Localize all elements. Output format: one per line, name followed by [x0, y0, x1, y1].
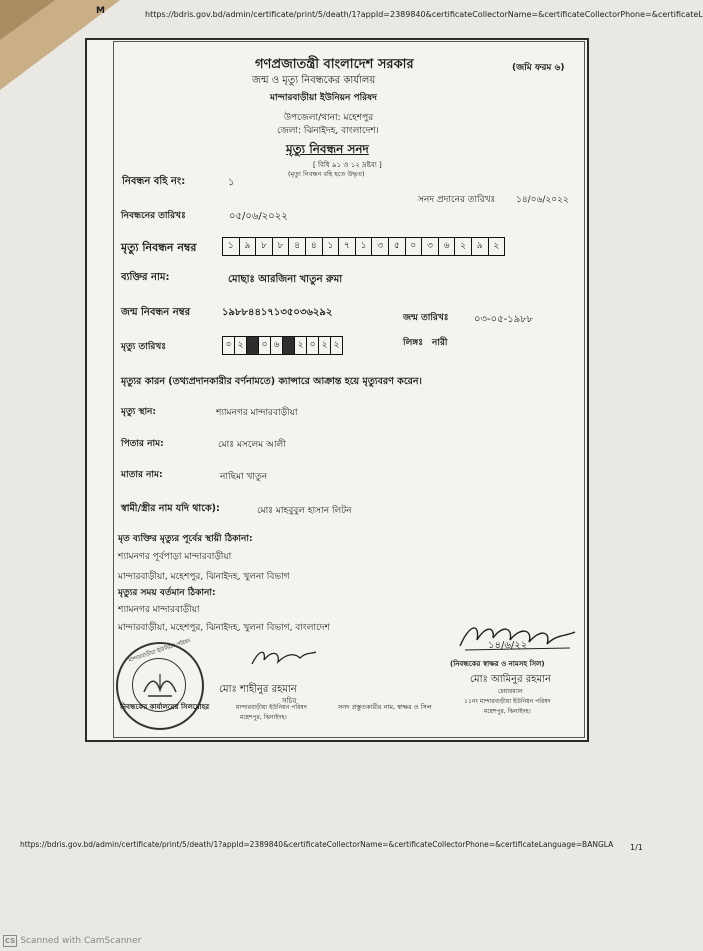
digit-box: ৪	[289, 238, 306, 255]
death-date-boxes	[222, 336, 343, 355]
issue-date-label: সনদ প্রদানের তারিখঃ	[418, 195, 496, 205]
office-seal	[116, 638, 204, 730]
present-address-line-1: শ্যামনগর মান্দারবাড়ীয়া	[118, 605, 200, 615]
present-address-title: মৃত্যুর সময় বর্তমান ঠিকানা:	[118, 588, 216, 598]
digit-box: ২	[319, 337, 331, 354]
union-name: মান্দারবাড়ীয়া ইউনিয়ন পরিষদ	[270, 93, 377, 103]
registrar-title: চেয়ারম্যান	[498, 688, 523, 695]
office-seal-caption: নিবন্ধকের কার্যালয়ের সিলমোহর	[120, 703, 210, 711]
digit-box: ২	[235, 337, 247, 354]
registrar-caption: (নিবন্ধকের স্বাক্ষর ও নামসহ সিল)	[450, 660, 545, 668]
permanent-address-line-1: শ্যামনগর পূর্বপাড়া মান্দারবাড়ীয়া	[118, 552, 232, 562]
digit-box: ৬	[271, 337, 283, 354]
print-url-top: https://bdris.gov.bd/admin/certificate/print/5/death/1?appId=2389840&certificateCollectorName=&certificateCollectorPhone=&certificateL	[145, 10, 703, 19]
gender-label: লিঙ্গঃ	[403, 338, 424, 348]
secretary-address: মহেশপুর, ঝিনাইদহ।	[240, 714, 287, 721]
secretary-signature	[248, 646, 318, 668]
digit-box: ০	[259, 337, 271, 354]
spouse-name-label: স্বামী/স্ত্রীর নাম যদি থাকে):	[121, 503, 220, 514]
digit-box: ২	[295, 337, 307, 354]
secretary-name: মোঃ শাহীনুর রহমান	[219, 684, 297, 695]
digit-box: ৭	[339, 238, 356, 255]
secretary-title: সচিব	[282, 697, 297, 705]
digit-box: ৩	[372, 238, 389, 255]
office-name: জন্ম ও মৃত্যু নিবন্ধকের কার্যালয়	[252, 75, 376, 86]
seal-text: মান্দারবাড়ীয়া ইউনিয়ন পরিষদ	[127, 638, 192, 664]
registrar-sign-date: ১৪/৬/২২	[488, 640, 528, 651]
birth-date-value: ০৩-০৫-১৯৮৮	[474, 314, 534, 325]
digit-box: ৮	[273, 238, 290, 255]
camscanner-label: Scanned with CamScanner	[20, 936, 142, 946]
registration-date-value: ০৫/০৬/২০২২	[229, 211, 288, 222]
district-line: জেলা: ঝিনাইদহ, বাংলাদেশ।	[277, 126, 379, 136]
father-name-value: মোঃ মসলেম আলী	[218, 440, 286, 450]
folded-corner-shadow	[0, 0, 55, 40]
registrar-union: ১১নং মান্দারবাড়ীয়া ইউনিয়ন পরিষদ	[464, 698, 551, 705]
digit-box: ২	[333, 340, 340, 350]
digit-box: ৯	[472, 238, 489, 255]
digit-box: ৮	[256, 238, 273, 255]
digit-box: ১	[323, 238, 340, 255]
death-date-label: মৃত্যু তারিখঃ	[121, 342, 167, 352]
camscanner-logo: CS	[5, 937, 16, 945]
birth-reg-no-label: জন্ম নিবন্ধন নম্বর	[121, 307, 191, 318]
page-count: 1/1	[630, 843, 643, 852]
register-book-label: নিবন্ধন বহি নং:	[122, 176, 186, 187]
registrar-address: মহেশপুর, ঝিনাইদহ।	[484, 708, 531, 715]
digit-box: ১	[223, 238, 240, 255]
person-name-label: ব্যক্তির নাম:	[121, 272, 170, 283]
secretary-union: মান্দারবাড়ীয়া ইউনিয়ন পরিষদ	[236, 704, 307, 711]
mother-name-value: নাছিমা খাতুন	[220, 472, 268, 482]
digit-box: ৫	[389, 238, 406, 255]
permanent-address-title: মৃত ব্যক্তির মৃত্যুর পূর্বের স্থায়ী ঠিকানা:	[118, 534, 253, 544]
cause-of-death: মৃত্যুর কারন (তথ্যপ্রদানকারীর বর্ণনামতে) ক্যান্সারে আক্রান্ত হয়ে মৃত্যুবরণ করেন।	[121, 376, 422, 387]
present-address-line-2: মান্দারবাড়ীয়া, মহেশপুর, ঝিনাইদহ, খুলনা বিভাগ, বাংলাদেশ	[118, 623, 330, 633]
death-reg-no-label: মৃত্যু নিবন্ধন নম্বর	[121, 241, 197, 254]
digit-box	[247, 337, 259, 354]
digit-box	[283, 337, 295, 354]
mother-name-label: মাতার নাম:	[121, 470, 163, 480]
issue-date-value: ১৪/০৬/২০২২	[516, 195, 569, 205]
digit-box: ০	[223, 337, 235, 354]
digit-box: ৯	[240, 238, 257, 255]
print-url-bottom: https://bdris.gov.bd/admin/certificate/print/5/death/1?appId=2389840&certificateCollectorName=&certificateCollectorPhone=&certificateLanguage=BANGLA	[20, 840, 614, 849]
browser-mark: M	[96, 6, 105, 16]
government-title: গণপ্রজাতন্ত্রী বাংলাদেশ সরকার	[255, 57, 414, 72]
digit-box: ৬	[439, 238, 456, 255]
spouse-name-value: মোঃ মাহবুবুল হাসান লিটন	[257, 506, 352, 516]
person-name-value: মোছাঃ আরজিনা খাতুন রুমা	[228, 274, 343, 285]
digit-box: ১	[356, 238, 373, 255]
gender-value: নারী	[432, 338, 448, 348]
father-name-label: পিতার নাম:	[121, 439, 164, 449]
register-book-value: ১	[228, 177, 235, 188]
digit-box: ৩	[422, 238, 439, 255]
digit-box: ২	[493, 241, 500, 251]
form-number: (জমি ফরম ৬)	[512, 63, 565, 73]
seal-emblem-icon	[140, 670, 180, 700]
certificate-title: মৃত্যু নিবন্ধন সনদ	[286, 142, 369, 156]
digit-box: ০	[307, 337, 319, 354]
digit-box: ২	[455, 238, 472, 255]
death-reg-no-boxes	[222, 237, 505, 256]
book-reference: (মৃত্যু নিবন্ধন বহি হতে উদ্ধৃত)	[288, 170, 365, 178]
digit-box: ০	[406, 238, 423, 255]
permanent-address-line-2: মান্দারবাড়ীয়া, মহেশপুর, ঝিনাইদহ, খুলনা বিভাগ	[118, 572, 290, 582]
digit-box: ৪	[306, 238, 323, 255]
birth-reg-no-value: ১৯৮৮৪৪১৭১৩৫০৩৬২৯২	[222, 307, 333, 318]
upazila-line: উপজেলা/থানা: মহেশপুর	[284, 113, 374, 123]
death-place-value: শ্যামনগর মান্দারবাড়ীয়া	[216, 408, 298, 418]
birth-date-label: জন্ম তারিখঃ	[403, 313, 449, 323]
rule-reference: [ বিধি ৯১ ও ১২ দ্রষ্টব্য ]	[313, 161, 382, 169]
registrar-name: মোঃ আমিনুর রহমান	[470, 674, 551, 685]
preparer-caption: সনদ প্রস্তুতকারীর নাম, স্বাক্ষর ও সিল	[338, 703, 432, 711]
death-place-label: মৃত্যু স্থান:	[121, 407, 157, 417]
registration-date-label: নিবন্ধনের তারিখঃ	[121, 211, 186, 221]
camscanner-watermark	[3, 935, 141, 947]
